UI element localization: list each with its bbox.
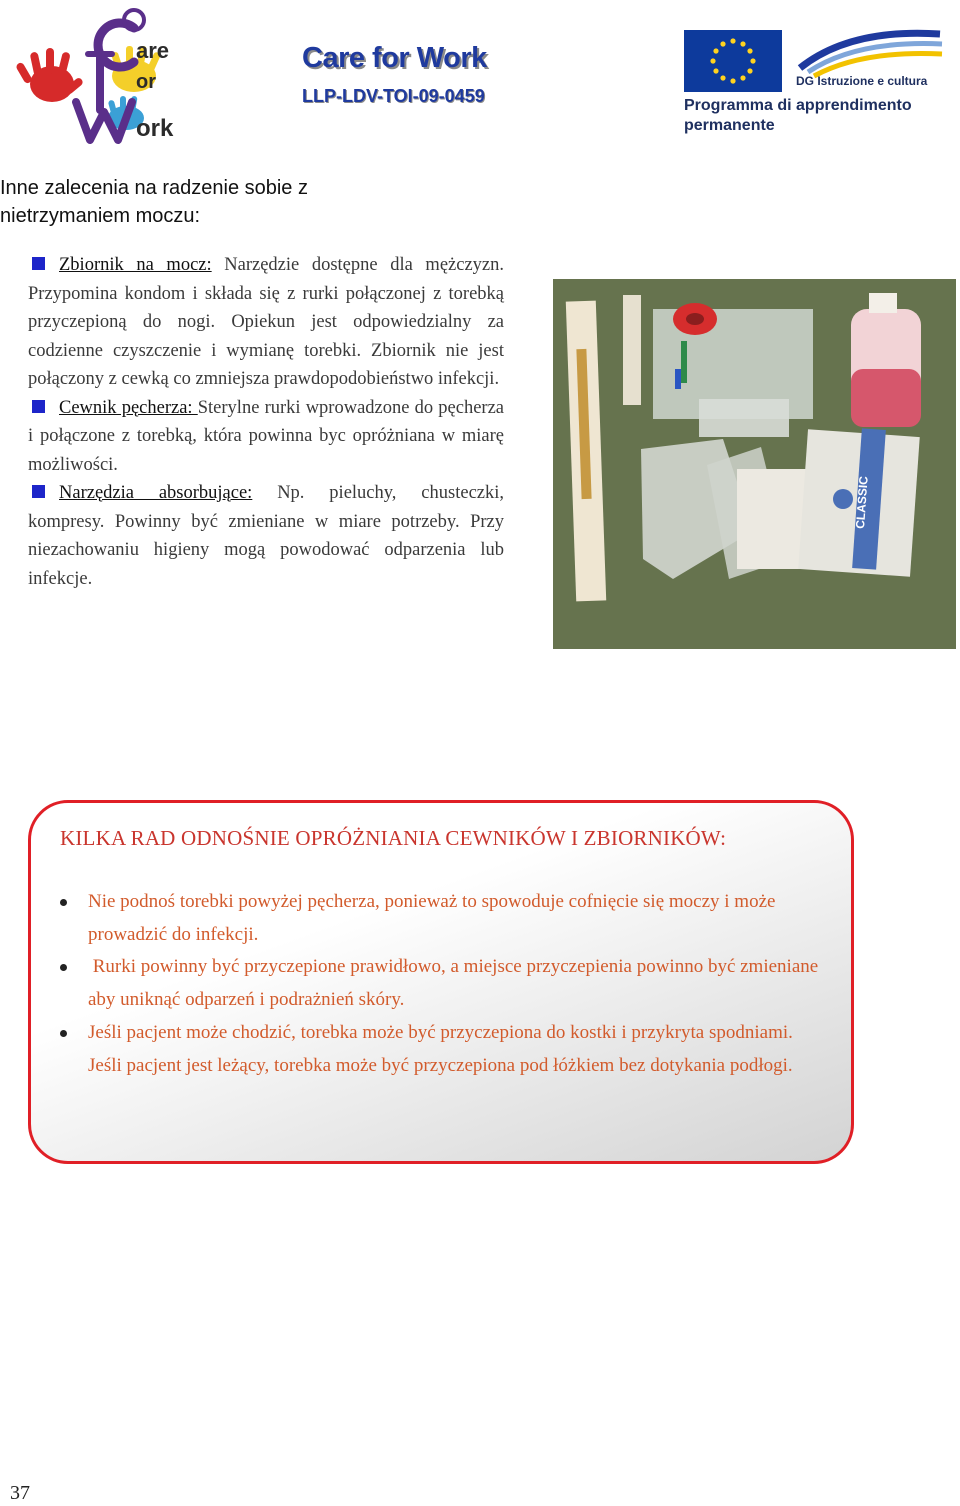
- item-term: Narzędzia absorbujące:: [59, 483, 253, 503]
- tip-text: Nie podnoś torebki powyżej pęcherza, ponieważ to spowoduje cofnięcie się moczy i może prowadzić do infekcji.: [88, 891, 776, 945]
- lifelong-learning-logo: [790, 28, 946, 88]
- item-text: Np. pieluchy, chusteczki, kompresy. Powinny być zmieniane w miare potrzeby. Przy niezachowaniu higieny mogą powodować odparzenia lub infekcje.: [28, 483, 505, 589]
- package-label: CLASSIC: [853, 475, 871, 530]
- tip-text: Rurki powinny być przyczepione prawidłowo, a miejsce przyczepienia powinno być zmieniane aby uniknąć odparzeń i podrażnień skóry.: [88, 956, 823, 1011]
- section-title: Inne zalecenia na radzenie sobie z nietrzymaniem moczu:: [0, 177, 308, 227]
- list-item: [28, 251, 504, 394]
- program-label: [684, 96, 954, 136]
- tips-title: KILKA RAD ODNOŚNIE OPRÓŻNIANIA CEWNIKÓW I ZBIORNIKÓW:: [60, 826, 727, 850]
- bullet-dot-icon: [60, 1030, 67, 1037]
- list-item: [60, 886, 820, 951]
- list-item: [28, 479, 504, 593]
- bullet-dot-icon: [60, 964, 67, 971]
- svg-text:or: or: [136, 71, 156, 93]
- svg-text:ork: ork: [136, 115, 174, 142]
- list-item: [28, 394, 504, 480]
- list-item: [60, 1017, 820, 1082]
- item-term: Cewnik pęcherza:: [59, 397, 198, 418]
- square-bullet-icon: [32, 485, 45, 498]
- incontinence-advice-list: [28, 251, 504, 593]
- svg-text:are: are: [136, 38, 170, 63]
- project-title: Care for Work: [302, 42, 487, 74]
- item-text: Sterylne rurki wprowadzone do pęcherza i połączone z torebką, która powinna byc opróżniana w miarę możliwości.: [28, 397, 504, 475]
- program-line-1: Programma di apprendimento: [684, 97, 912, 114]
- red-hand-icon: [15, 48, 84, 102]
- bullet-dot-icon: [60, 899, 67, 906]
- project-code: LLP-LDV-TOI-09-0459: [302, 86, 485, 106]
- catheter-supplies-photo: [553, 279, 956, 649]
- list-item: [60, 951, 823, 1016]
- item-text: Narzędzie dostępne dla mężczyzn. Przypomina kondom i składa się z rurki połączonej z torebką przyczepioną do nogi. Opiekun jest odpowiedzialny za codzienne czyszczenie i wymianę torebki. Zbiornik nie jest połączony z cewką co zmniejsza prawdopodobieństwo infekcji.: [28, 255, 504, 389]
- page-number: 37: [10, 1482, 30, 1504]
- square-bullet-icon: [32, 400, 45, 413]
- tip-text: Jeśli pacjent może chodzić, torebka może być przyczepiona do kostki i przykryta spodniami. Jeśli pacjent jest leżący, torebka może być przyczepiona pod łóżkiem bez dotykania podłogi.: [88, 1021, 793, 1076]
- program-line-2: permanente: [684, 117, 775, 134]
- care-for-work-logo: [14, 6, 204, 146]
- item-term: Zbiornik na mocz:: [59, 255, 212, 275]
- dg-label: DG Istruzione e cultura: [796, 74, 928, 88]
- eu-flag-icon: [684, 30, 782, 92]
- square-bullet-icon: [32, 257, 45, 270]
- tips-list: [60, 886, 823, 1082]
